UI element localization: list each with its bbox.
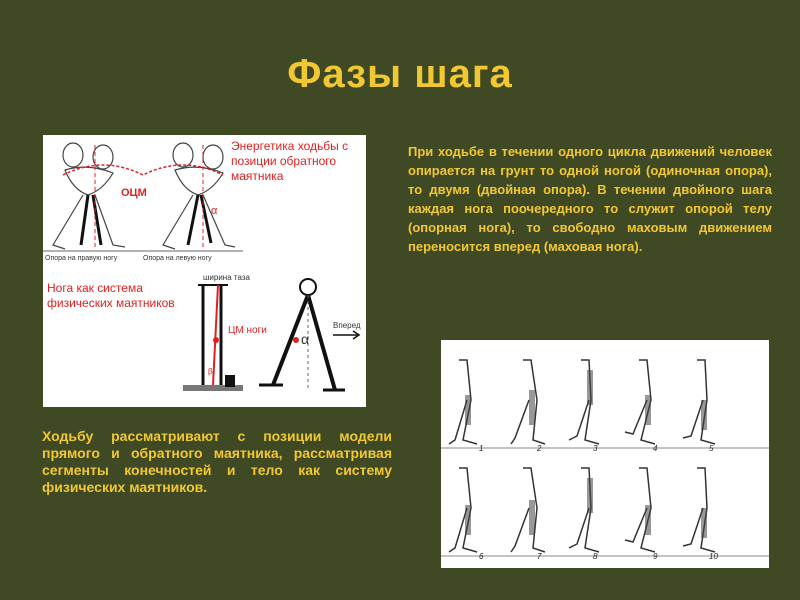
text-right-paragraph: При ходьбе в течении одного цикла движений человек опирается на грунт то одной ногой (одиночная опора), то двумя (двойная опора). В течении двойного шага каждая нога поочередного то служит опорой телу (опорная нога), то свободно маховым движением переносится вперед (маховая нога). <box>408 144 772 254</box>
text-left-paragraph: Ходьбу рассматривают с позиции модели прямого и обратного маятника, рассматривая сегменты конечностей и тело как систему физических маятников. <box>42 428 392 495</box>
image-gait-phases <box>441 340 769 568</box>
pendulum-caption: Нога как система физических маятников <box>47 281 175 310</box>
support-left-label: Опора на левую ногу <box>143 255 212 262</box>
frame-number: 9 <box>653 552 658 561</box>
frame-number: 7 <box>537 552 542 561</box>
frame-number: 3 <box>593 444 598 453</box>
gait-phases-drawing <box>441 340 769 568</box>
alpha-label: α <box>211 205 218 217</box>
energy-caption: Энергетика ходьбы с позиции обратного маятника <box>231 139 349 183</box>
support-right-label: Опора на правую ногу <box>45 255 118 262</box>
image-physics-diagram <box>43 135 366 407</box>
slide-title: Фазы шага <box>287 52 513 96</box>
frame-number: 4 <box>653 444 658 453</box>
frame-number: 1 <box>479 444 484 453</box>
beta-label: β <box>208 367 213 376</box>
frame-number: 5 <box>709 444 714 453</box>
pelvis-width-label: ширина таза <box>203 273 250 282</box>
ocm-label: ОЦМ <box>121 187 147 199</box>
cm-label: ЦМ ноги <box>228 325 267 336</box>
alpha-label-pendulum: α <box>301 331 310 347</box>
frame-number: 2 <box>537 444 542 453</box>
forward-label: Вперед <box>333 321 361 330</box>
frame-number: 6 <box>479 552 484 561</box>
frame-number: 8 <box>593 552 598 561</box>
frame-number: 10 <box>709 552 718 561</box>
